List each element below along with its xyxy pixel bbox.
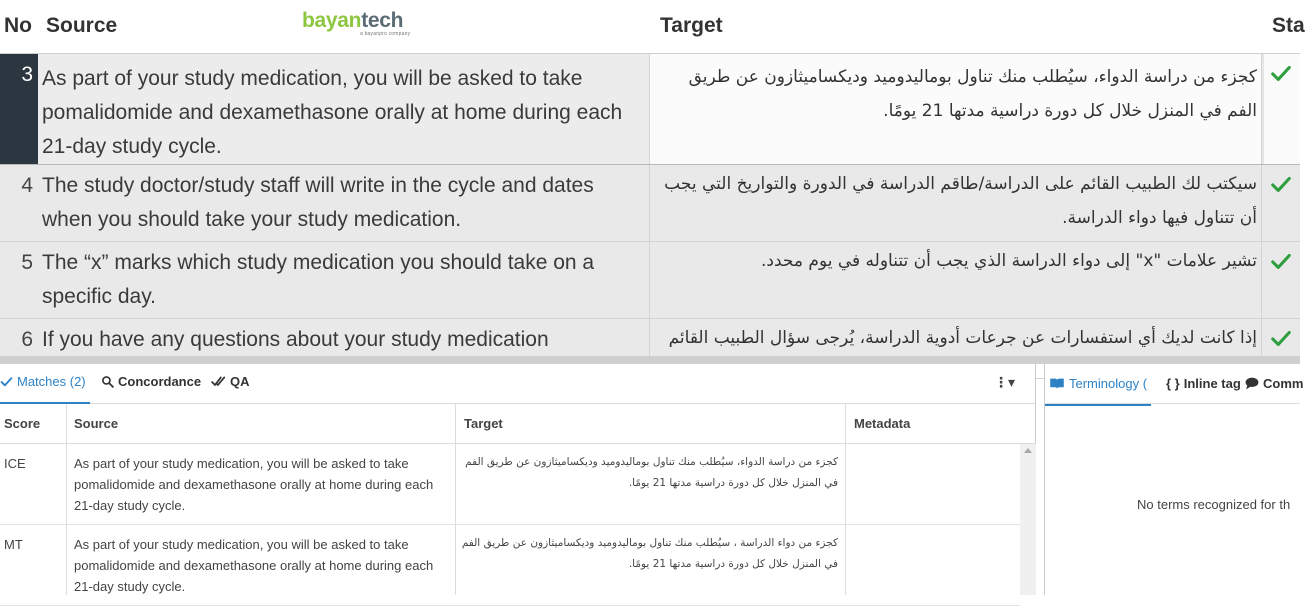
column-header-target: Target [660, 14, 723, 37]
segment-target-editor[interactable]: سيكتب لك الطبيب القائم على الدراسة/طاقم الدراسة في الدورة والتواريخ التي يجب أن تتناول فيها دواء الدراسة. [650, 165, 1262, 241]
tab-concordance[interactable]: Concordance [101, 374, 201, 389]
match-row[interactable] [0, 525, 1020, 606]
segment-target-editor[interactable]: إذا كانت لديك أي استفسارات عن جرعات أدوية الدراسة، يُرجى سؤال الطبيب القائم [650, 319, 1262, 378]
check-icon [1270, 173, 1292, 195]
match-target: كجزء من دراسة الدواء، سيُطلب منك تناول بوماليدوميد وديكساميثازون عن طريق الفم في المنزل خلال كل دورة دراسية مدتها 21 يومًا. [465, 456, 838, 489]
panel-splitter[interactable] [0, 356, 1300, 364]
tab-terminology[interactable]: Terminology ( [1049, 376, 1147, 391]
bayantech-logo: bayantech a bayanpro company [302, 9, 411, 37]
double-check-icon [211, 375, 226, 388]
check-icon [1270, 250, 1292, 272]
segment-source: As part of your study medication, you will be asked to take pomalidomide and dexamethasone orally at home during each 21-day study cycle. [38, 54, 650, 164]
segment-number: 4 [21, 174, 33, 197]
terminology-panel [1044, 364, 1304, 595]
matches-panel [0, 364, 1036, 595]
column-header-source: Source [46, 14, 118, 37]
tab-matches[interactable]: Matches (2) [0, 374, 86, 389]
editor-header [0, 0, 1305, 54]
column-header-status: Sta [1272, 14, 1305, 37]
segment-target-editor[interactable]: كجزء من دراسة الدواء، سيُطلب منك تناول بوماليدوميد وديكساميثازون عن طريق الفم في المنزل خلال كل دورة دراسية مدتها 21 يومًا. [650, 54, 1262, 164]
braces-icon: { } [1166, 376, 1180, 391]
segment-row-5[interactable] [0, 242, 1300, 319]
segment-target-editor[interactable]: تشير علامات "x" إلى دواء الدراسة الذي يجب أن تتناوله في يوم محدد. [650, 242, 1262, 318]
segment-number: 5 [21, 251, 33, 274]
segment-row-4[interactable] [0, 165, 1300, 242]
matches-table [0, 404, 1036, 594]
check-icon [0, 375, 13, 388]
kebab-menu-icon[interactable]: ⋮▾ [993, 374, 1015, 390]
column-header-score: Score [4, 416, 41, 431]
segment-source: The study doctor/study staff will write in the cycle and dates when you should take your study medication. [38, 165, 650, 241]
matches-tab-bar [0, 364, 1035, 404]
segment-status[interactable] [1264, 54, 1300, 164]
column-header-metadata: Metadata [854, 416, 911, 431]
matches-scrollbar[interactable] [1020, 444, 1036, 595]
segment-row-3[interactable] [0, 54, 1300, 165]
match-source: As part of your study medication, you will be asked to take pomalidomide and dexamethasone orally at home during each 21-day study cycle. [74, 456, 434, 513]
empty-state-message: No terms recognized for th [1137, 497, 1291, 512]
book-icon [1049, 377, 1065, 390]
search-icon [101, 375, 114, 388]
column-header-source: Source [74, 416, 119, 431]
matches-table-header [0, 404, 1036, 444]
segment-source: The “x” marks which study medication you should take on a specific day. [38, 242, 650, 318]
check-icon [1270, 327, 1292, 349]
scroll-up-arrow-icon[interactable] [1024, 448, 1032, 453]
column-header-no: No [4, 14, 32, 37]
segment-source: If you have any questions about your study medication [38, 319, 650, 378]
column-header-target: Target [464, 416, 503, 431]
match-score: ICE [4, 456, 26, 471]
comment-icon [1245, 377, 1259, 390]
check-icon [1270, 62, 1292, 84]
match-source: As part of your study medication, you will be asked to take pomalidomide and dexamethasone orally at home during each 21-day study cycle. [74, 537, 434, 594]
match-row[interactable] [0, 444, 1020, 525]
match-target: كجزء من دواء الدراسة ، سيُطلب منك تناول بوماليدوميد وديكساميثازون عن طريق الفم في المنزل خلال كل دورة دراسية مدتها 21 يومًا. [461, 537, 838, 570]
tab-qa[interactable]: QA [211, 374, 250, 389]
match-score: MT [4, 537, 23, 552]
tab-comments[interactable]: Comm [1245, 376, 1303, 391]
segment-number: 6 [21, 328, 33, 351]
terminology-tab-bar [1045, 364, 1304, 404]
segment-status[interactable] [1264, 242, 1300, 318]
segment-status[interactable] [1264, 165, 1300, 241]
segment-number: 3 [0, 54, 38, 164]
tab-inline-tags[interactable]: { } Inline tag [1166, 376, 1241, 391]
